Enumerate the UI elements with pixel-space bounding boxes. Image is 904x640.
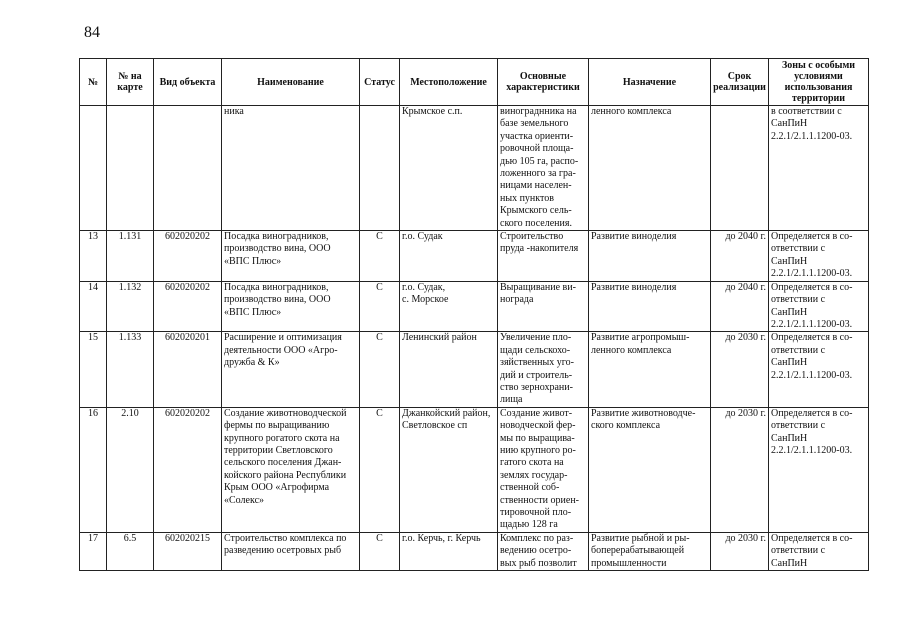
cell-type: 602020202 (154, 281, 222, 332)
cell-purpose: Развитие агропромыш- ленного комплекса (589, 332, 711, 407)
cell-term: до 2030 г. (711, 532, 769, 570)
cell-term: до 2030 г. (711, 407, 769, 532)
cell-zones: Определяется в со- ответствии с СанПиН 2.2.1/2.1.1.1200-03. (769, 281, 869, 332)
cell-location: Ленинский район (400, 332, 498, 407)
cell-num (80, 106, 107, 231)
cell-characteristics: Выращивание ви- нограда (498, 281, 589, 332)
cell-characteristics: Строительство пруда -накопителя (498, 231, 589, 282)
header-type: Вид объекта (154, 59, 222, 106)
cell-name: Расширение и оптимизация деятельности ООО «Агро- дружба & К» (222, 332, 360, 407)
cell-location: Крымское с.п. (400, 106, 498, 231)
objects-table (79, 58, 869, 571)
cell-purpose: ленного комплекса (589, 106, 711, 231)
cell-name: Посадка виноградников, производство вина, ООО «ВПС Плюс» (222, 231, 360, 282)
header-purpose: Назначение (589, 59, 711, 106)
cell-map-num: 1.133 (107, 332, 154, 407)
header-characteristics: Основные характеристики (498, 59, 589, 106)
table-header-row (80, 59, 869, 106)
cell-name: Строительство комплекса по разведению осетровых рыб (222, 532, 360, 570)
cell-characteristics: Создание живот- новодческой фер- мы по выращива- нию крупного ро- гатого скота на землях государ- ственной соб- ственности ориен- тировочной пло- щадью 128 га (498, 407, 589, 532)
cell-term: до 2040 г. (711, 231, 769, 282)
cell-purpose: Развитие виноделия (589, 281, 711, 332)
cell-term: до 2030 г. (711, 332, 769, 407)
cell-type: 602020202 (154, 231, 222, 282)
cell-zones: Определяется в со- ответствии с СанПиН (769, 532, 869, 570)
cell-num: 14 (80, 281, 107, 332)
cell-location: Джанкойский район, Светловское сп (400, 407, 498, 532)
cell-zones: Определяется в со- ответствии с СанПиН 2.2.1/2.1.1.1200-03. (769, 231, 869, 282)
cell-zones: Определяется в со- ответствии с СанПиН 2.2.1/2.1.1.1200-03. (769, 332, 869, 407)
cell-characteristics: Комплекс по раз- ведению осетро- вых рыб позволит (498, 532, 589, 570)
cell-map-num: 6.5 (107, 532, 154, 570)
cell-type: 602020215 (154, 532, 222, 570)
cell-type: 602020202 (154, 407, 222, 532)
cell-characteristics: винограднника на базе земельного участка ориенти- ровочной площа- дью 105 га, распо- ложенного за гра- ницами населен- ных пунктов Крымского сель- ского поселения. (498, 106, 589, 231)
cell-num: 13 (80, 231, 107, 282)
cell-map-num: 1.131 (107, 231, 154, 282)
cell-status: С (360, 281, 400, 332)
header-status: Статус (360, 59, 400, 106)
cell-term: до 2040 г. (711, 281, 769, 332)
cell-status: С (360, 407, 400, 532)
cell-name: Создание животноводческой фермы по выращиванию крупного рогатого скота на территории Светловского сельского поселения Джан- койского района Республики Крым ООО «Агрофирма «Солекс» (222, 407, 360, 532)
table-row (80, 332, 869, 407)
cell-num: 17 (80, 532, 107, 570)
table-row (80, 407, 869, 532)
cell-map-num: 1.132 (107, 281, 154, 332)
cell-location: г.о. Судак, с. Морское (400, 281, 498, 332)
cell-location: г.о. Керчь, г. Керчь (400, 532, 498, 570)
cell-purpose: Развитие виноделия (589, 231, 711, 282)
header-location: Местоположение (400, 59, 498, 106)
header-zones: Зоны с особыми условиями использования территории (769, 59, 869, 106)
cell-purpose: Развитие рыбной и ры- боперерабатывающей промышленности (589, 532, 711, 570)
table-row (80, 532, 869, 570)
header-name: Наименование (222, 59, 360, 106)
table-row (80, 106, 869, 231)
cell-status: С (360, 532, 400, 570)
cell-status: С (360, 231, 400, 282)
cell-status (360, 106, 400, 231)
cell-zones: Определяется в со- ответствии с СанПиН 2.2.1/2.1.1.1200-03. (769, 407, 869, 532)
header-map-num: № на карте (107, 59, 154, 106)
cell-purpose: Развитие животноводче- ского комплекса (589, 407, 711, 532)
cell-characteristics: Увеличение пло- щади сельскохо- зяйственных уго- дий и строитель- ство зернохрани- лища (498, 332, 589, 407)
cell-zones: в соответствии с СанПиН 2.2.1/2.1.1.1200-03. (769, 106, 869, 231)
cell-name: ника (222, 106, 360, 231)
cell-map-num (107, 106, 154, 231)
header-term: Срок реализации (711, 59, 769, 106)
cell-type: 602020201 (154, 332, 222, 407)
cell-location: г.о. Судак (400, 231, 498, 282)
cell-term (711, 106, 769, 231)
cell-status: С (360, 332, 400, 407)
cell-num: 16 (80, 407, 107, 532)
header-num: № (80, 59, 107, 106)
table-row (80, 231, 869, 282)
cell-num: 15 (80, 332, 107, 407)
page-number: 84 (84, 24, 100, 41)
cell-map-num: 2.10 (107, 407, 154, 532)
table-row (80, 281, 869, 332)
cell-type (154, 106, 222, 231)
cell-name: Посадка виноградников, производство вина, ООО «ВПС Плюс» (222, 281, 360, 332)
